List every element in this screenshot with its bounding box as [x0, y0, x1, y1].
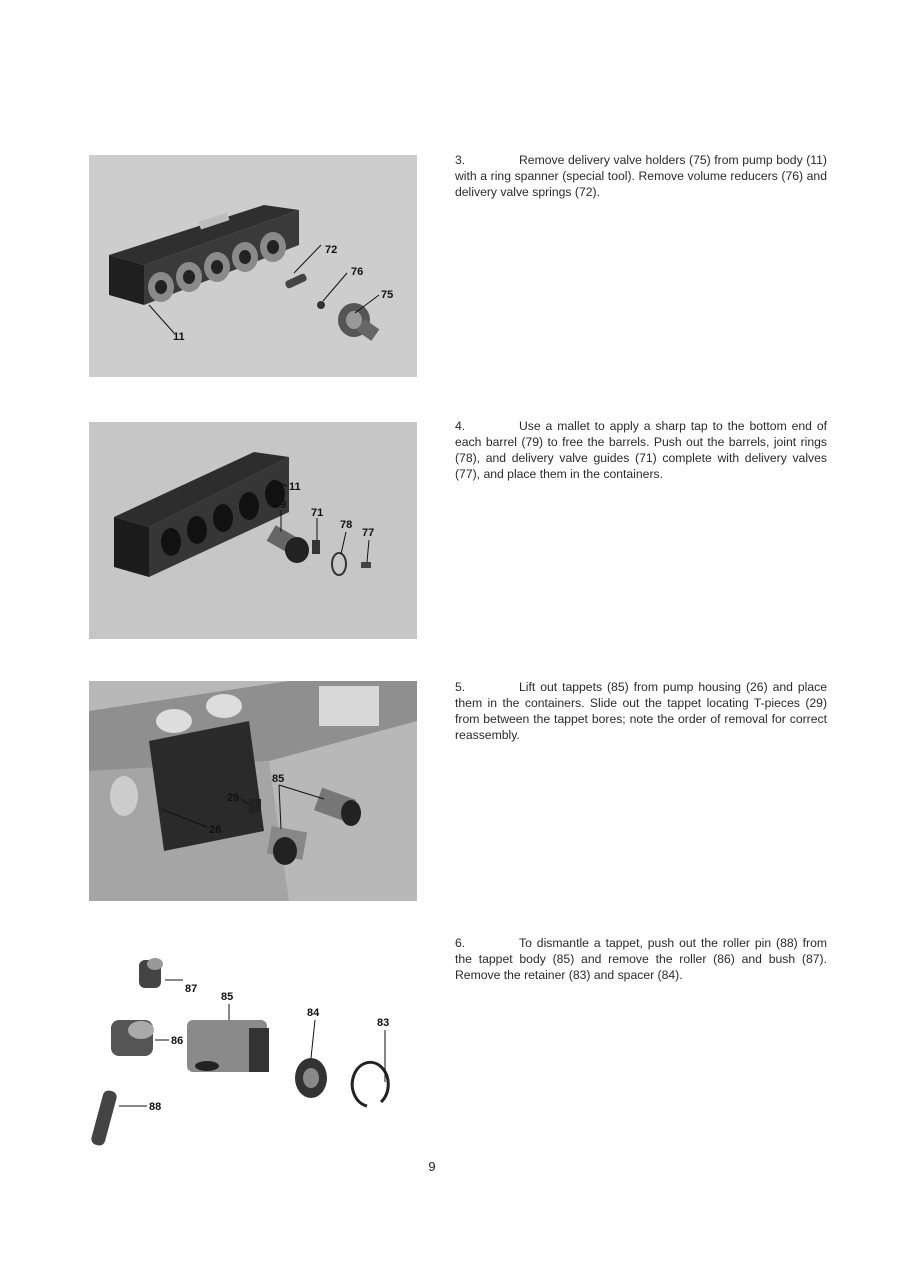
- tappet-bore-channel: [149, 721, 264, 851]
- callout-75: 75: [381, 289, 394, 301]
- callout-77: 77: [362, 527, 375, 539]
- step-number: 4.: [455, 419, 466, 433]
- joint-ring: [332, 553, 346, 575]
- roller: [111, 1020, 154, 1056]
- delivery-valve: [361, 562, 371, 568]
- callout-87: 87: [185, 983, 198, 995]
- tappet-body: [187, 1020, 269, 1072]
- valve-spring: [284, 273, 307, 290]
- bore-2: [206, 694, 242, 718]
- step-6: [455, 935, 827, 983]
- callout-71: 71: [311, 507, 324, 519]
- callout-78: 78: [340, 519, 353, 531]
- callout-83: 83: [377, 1017, 390, 1029]
- step-4: [455, 418, 827, 482]
- step-number: 5.: [455, 680, 466, 694]
- step-text: Use a mallet to apply a sharp tap to the bottom end of each barrel (79) to free the barrels. Push out the barrels, joint rings (78), and delivery valve guides (71) complete with delivery valves (77), and place them in the containers.: [455, 419, 827, 481]
- t-piece: [249, 799, 261, 813]
- step-number: 3.: [455, 153, 466, 167]
- housing-end: [319, 686, 379, 726]
- figure-tappets-removed: [89, 681, 417, 901]
- callout-11: 11: [173, 331, 185, 343]
- leader-76: [323, 273, 347, 301]
- volume-reducer: [317, 301, 325, 309]
- bush: [139, 958, 163, 988]
- leader-85a: [279, 785, 324, 799]
- figure-4-illustration: [89, 940, 417, 1150]
- callout-85: 85: [221, 991, 234, 1003]
- step-5: [455, 679, 827, 743]
- spacer: [295, 1058, 327, 1098]
- figure-barrels-removed: [89, 422, 417, 639]
- callout-72: 72: [325, 244, 338, 256]
- callout-86: 86: [171, 1035, 184, 1047]
- callout-26: 26: [209, 824, 222, 836]
- step-3: [455, 152, 827, 200]
- callout-29: 29: [227, 792, 240, 804]
- roller-pin: [90, 1089, 118, 1147]
- leader-78: [341, 532, 346, 554]
- callout-84: 84: [307, 1007, 320, 1019]
- step-text: Remove delivery valve holders (75) from pump body (11) with a ring spanner (special tool). Remove volume reducers (76) and delivery valve springs (72).: [455, 153, 827, 199]
- page-number: 9: [428, 1159, 436, 1174]
- figure-tappet-components: [89, 940, 417, 1150]
- leader-77: [367, 540, 369, 562]
- leader-11: [149, 305, 174, 333]
- callout-79: 79: [274, 499, 287, 511]
- callout-76: 76: [351, 266, 364, 278]
- step-text: Lift out tappets (85) from pump housing (26) and place them in the containers. Slide out the tappet locating T-pieces (29) from between the tappet bores; note the order of removal for correct reassembly.: [455, 680, 827, 742]
- figure-1-illustration: [89, 155, 417, 377]
- barrel: [267, 525, 309, 563]
- callout-88: 88: [149, 1101, 162, 1113]
- bore-1: [156, 709, 192, 733]
- valve-guide: [312, 540, 320, 554]
- step-text: To dismantle a tappet, push out the roller pin (88) from the tappet body (85) and remove the roller (86) and bush (87). Remove the retainer (83) and spacer (84).: [455, 936, 827, 982]
- figure-delivery-valve-holders: [89, 155, 417, 377]
- leader-72: [294, 245, 321, 273]
- tappet-a: [314, 788, 361, 826]
- pump-body-end: [114, 517, 149, 577]
- housing-port: [110, 776, 138, 816]
- leader-84: [311, 1020, 315, 1058]
- callout-11: 11: [289, 481, 301, 493]
- leader-85b: [279, 785, 281, 829]
- delivery-valve-holder: [338, 303, 379, 341]
- figure-3-illustration: [89, 681, 417, 901]
- figure-2-illustration: [89, 422, 417, 639]
- callout-85: 85: [272, 773, 285, 785]
- step-number: 6.: [455, 936, 466, 950]
- retainer-circlip: [352, 1062, 388, 1106]
